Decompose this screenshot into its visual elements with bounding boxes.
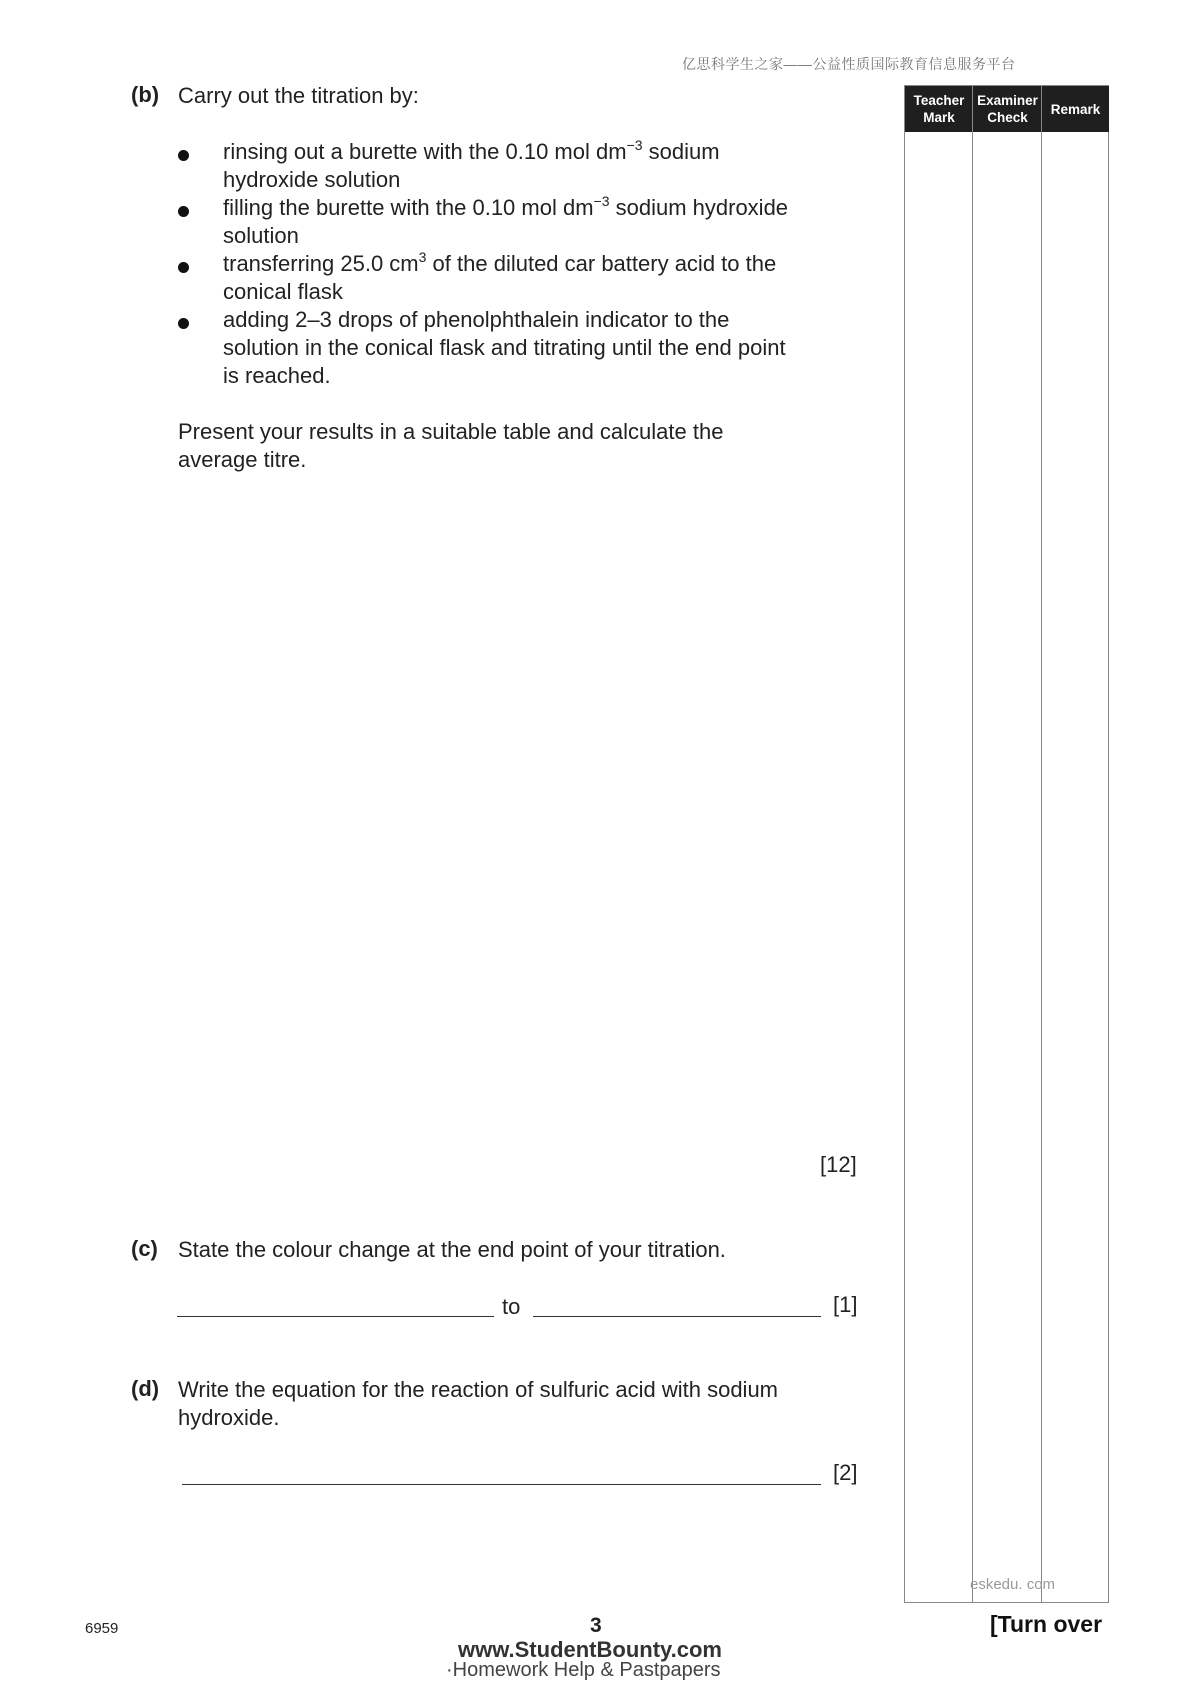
bullet-icon <box>178 206 189 217</box>
platform-header-text: 亿思科学生之家——公益性质国际教育信息服务平台 <box>682 56 1016 72</box>
part-d-label: (d) <box>131 1376 160 1401</box>
part-c-marks: [1] <box>833 1292 858 1317</box>
column-divider <box>1041 86 1042 1602</box>
answer-line-from[interactable] <box>177 1316 494 1317</box>
colour-change-connector: to <box>502 1294 521 1319</box>
examiner-mark-table <box>904 85 1109 1603</box>
paper-code: 6959 <box>85 1620 119 1637</box>
teacher-mark-header: Teacher Mark <box>905 86 973 132</box>
examiner-check-header: Examiner Check <box>973 86 1042 132</box>
watermark: eskedu. com <box>970 1576 1056 1593</box>
equation-answer-line[interactable] <box>182 1484 821 1485</box>
answer-space[interactable] <box>178 480 858 1140</box>
bullet-item: transferring 25.0 $cm^3$ of the diluted car battery acid to the conical flask <box>223 249 777 304</box>
part-b-instruction: Present your results in a suitable table and calculate the average titre. <box>178 419 724 472</box>
part-c-question: State the colour change at the end point of your titration. <box>178 1237 726 1262</box>
brand-tagline: ·Homework Help & Pastpapers <box>446 1659 721 1681</box>
answer-line-to[interactable] <box>533 1316 821 1317</box>
bullet-item: adding 2–3 drops of phenolphthalein indicator to the solution in the conical flask and titrating until the end point is reached. <box>223 307 786 388</box>
part-c-label: (c) <box>131 1236 158 1261</box>
part-b-label: (b) <box>131 82 160 107</box>
part-b-marks: [12] <box>820 1152 857 1177</box>
bullet-item: filling the burette with the 0.10 mol $dm^{-3}$ sodium hydroxide solution <box>223 193 789 248</box>
turn-over-label: [Turn over <box>990 1611 1103 1637</box>
part-d-marks: [2] <box>833 1460 858 1485</box>
bullet-icon <box>178 318 189 329</box>
part-b-intro: Carry out the titration by: <box>178 83 419 108</box>
brand-url[interactable]: www.StudentBounty.com <box>458 1637 722 1662</box>
page-number: 3 <box>590 1614 602 1637</box>
bullet-icon <box>178 262 189 273</box>
bullet-item: rinsing out a burette with the 0.10 mol $dm^{-3}$ sodium hydroxide solution <box>223 137 720 192</box>
column-divider <box>972 86 973 1602</box>
part-d-question: Write the equation for the reaction of sulfuric acid with sodium hydroxide. <box>178 1377 779 1430</box>
bullet-icon <box>178 150 189 161</box>
remark-header: Remark <box>1042 86 1109 132</box>
